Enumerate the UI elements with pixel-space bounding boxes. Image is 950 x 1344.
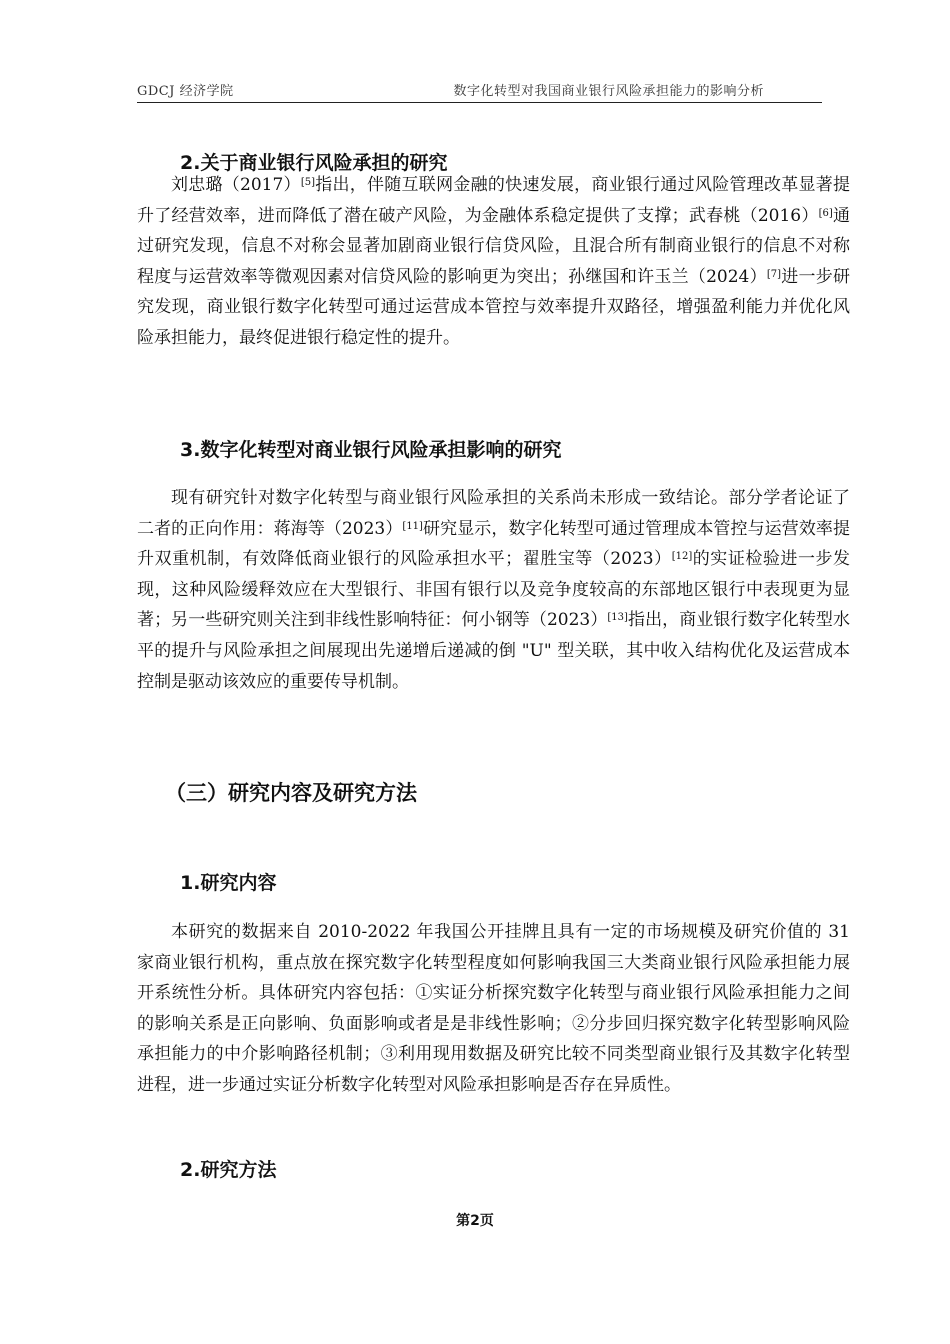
- section-2-paragraph: 刘忠璐（2017）[5]指出，伴随互联网金融的快速发展，商业银行通过风险管理改革显著提升了经营效率，进而降低了潜在破产风险，为金融体系稳定提供了支撑；武春桃（2016）[6]通过研究发现，信息不对称会显著加剧商业银行信贷风险，且混合所有制商业银行的信息不对称程度与运营效率等微观因素对信贷风险的影响更为突出；孙继国和许玉兰（2024）[7]进一步研究发现，商业银行数字化转型可通过运营成本管控与效率提升双路径，增强盈利能力并优化风险承担能力，最终促进银行稳定性的提升。: [137, 175, 851, 348]
- section-3-paragraph: 现有研究针对数字化转型与商业银行风险承担的关系尚未形成一致结论。部分学者论证了二者的正向作用：蒋海等（2023）[11]研究显示，数字化转型可通过管理成本管控与运营效率提升双重机制，有效降低商业银行的风险承担水平；翟胜宝等（2023）[12]的实证检验进一步发现，这种风险缓释效应在大型银行、非国有银行以及竞争度较高的东部地区银行中表现更为显著；另一些研究则关注到非线性影响特征：何小钢等（2023）[13]指出，商业银行数字化转型水平的提升与风险承担之间展现出先递增后递减的倒 "U" 型关联，其中收入结构优化及运营成本控制是驱动该效应的重要传导机制。: [137, 488, 851, 692]
- header-title: 数字化转型对我国商业银行风险承担能力的影响分析: [453, 84, 764, 99]
- part-3-title: （三）研究内容及研究方法: [165, 781, 417, 805]
- page-header: [137, 78, 822, 103]
- content-2-title: 2.研究方法: [180, 1159, 277, 1181]
- page-number: 第2页: [456, 1213, 494, 1229]
- section-2-title: 2.关于商业银行风险承担的研究: [180, 152, 448, 174]
- section-3-title: 3.数字化转型对商业银行风险承担影响的研究: [180, 439, 562, 461]
- content-1-paragraph: 本研究的数据来自 2010-2022 年我国公开挂牌且具有一定的市场规模及研究价值的 31 家商业银行机构，重点放在探究数字化转型程度如何影响我国三大类商业银行风险承担能力展开系统性分析。具体研究内容包括：①实证分析探究数字化转型与商业银行风险承担能力之间的影响关系是正向影响、负面影响或者是是非线性影响；②分步回归探究数字化转型影响风险承担能力的中介影响路径机制；③利用现用数据及研究比较不同类型商业银行及其数字化转型进程，进一步通过实证分析数字化转型对风险承担影响是否存在异质性。: [137, 922, 850, 1095]
- header-school: GDCJ 经济学院: [137, 84, 234, 99]
- content-1-title: 1.研究内容: [180, 872, 277, 894]
